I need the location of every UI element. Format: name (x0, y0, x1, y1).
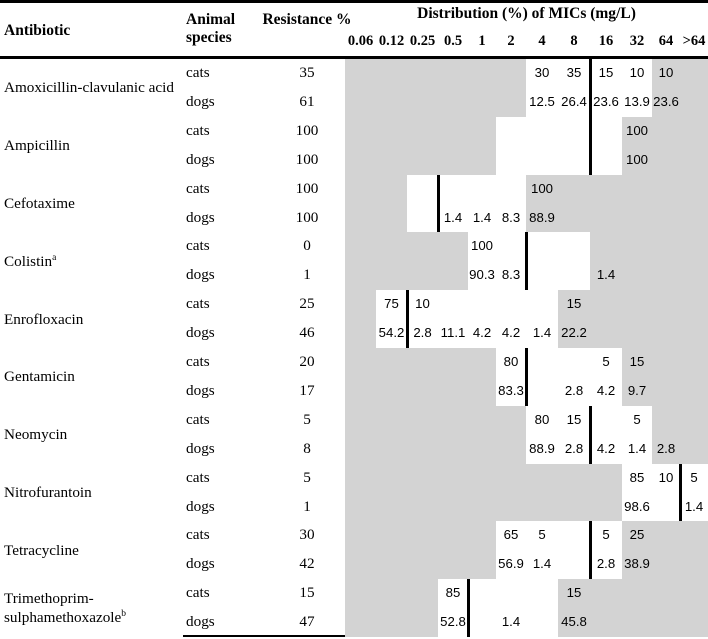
mic-value: 1.4 (443, 209, 463, 225)
species-cell: dogs (186, 208, 215, 226)
mic-value: 10 (658, 65, 674, 80)
mic-value: 54.2 (378, 325, 405, 341)
mic-value: 10 (629, 65, 645, 80)
mic-value: 45.8 (561, 614, 587, 630)
resistance-cell: 17 (299, 381, 315, 399)
mic-value: 4.2 (596, 440, 616, 456)
resistance-cell: 35 (299, 64, 315, 81)
mic-value: 100 (470, 238, 493, 254)
mic-value: 100 (625, 151, 648, 167)
mic-value: 5 (602, 527, 610, 543)
species-cell: cats (186, 295, 210, 313)
mic-value: 15 (566, 296, 582, 312)
mic-value: 25 (629, 527, 645, 543)
resistance-cell: 0 (303, 237, 311, 255)
resistance-cell: 100 (295, 150, 319, 168)
mic-value: 1.4 (684, 498, 704, 514)
resistance-cell: 1 (303, 497, 311, 515)
mic-value: 88.9 (529, 209, 555, 225)
column-header-distribution: Distribution (%) of MICs (mg/L) (417, 5, 636, 22)
resistance-cell: 30 (299, 526, 315, 544)
antibiotic-name: Colistin$^a$ (4, 252, 57, 270)
species-cell: dogs (186, 150, 215, 168)
mic-value: 2.8 (656, 440, 676, 456)
antibiotic-name: Gentamicin (4, 368, 75, 386)
resistance-cell: 100 (295, 208, 319, 226)
mic-column-header: 0.5 (443, 33, 463, 49)
mic-value: 15 (566, 585, 582, 601)
mic-value: 56.9 (498, 556, 524, 572)
species-cell: cats (186, 584, 210, 602)
resistance-cell: 20 (299, 353, 315, 370)
mic-value: 1.4 (596, 267, 616, 283)
mic-value: 30 (534, 65, 550, 80)
mic-value: 38.9 (624, 556, 650, 572)
column-header-antibiotic: Antibiotic (4, 22, 71, 39)
mic-value: 15 (566, 411, 582, 427)
mic-value: 4.2 (472, 325, 492, 341)
species-cell: cats (186, 468, 210, 486)
antibiotic-name: Cefotaxime (4, 194, 75, 212)
mic-value: 4.2 (596, 382, 616, 398)
mic-value: 23.6 (593, 93, 619, 109)
breakpoint-line (589, 117, 592, 175)
mic-value: 80 (534, 411, 550, 427)
mic-value: 11.1 (440, 325, 466, 341)
species-cell: dogs (186, 92, 215, 110)
mic-value: 13.9 (624, 93, 650, 109)
tested-range-region (496, 117, 622, 175)
resistance-cell: 25 (299, 295, 315, 313)
mic-value: 1.4 (532, 556, 552, 572)
footnote-marker: b (121, 609, 126, 620)
mic-value: 88.9 (529, 440, 555, 456)
mic-value: 1.4 (627, 440, 647, 456)
mic-value: 75 (384, 296, 399, 312)
species-cell: cats (186, 237, 210, 255)
resistance-cell: 1 (303, 266, 311, 284)
species-cell: cats (186, 526, 210, 544)
mic-column-header: 0.25 (409, 33, 436, 49)
mic-value: 1.4 (532, 325, 552, 341)
resistance-cell: 100 (295, 179, 319, 197)
antibiotic-name: Trimethoprim- sulphamethoxazole$^b$ (4, 590, 126, 627)
resistance-cell: 5 (303, 410, 311, 428)
antibiotic-name: Amoxicillin-clavulanic acid (4, 79, 174, 97)
mic-value: 80 (503, 354, 519, 369)
resistance-cell: 100 (295, 121, 319, 139)
table-top-border (0, 0, 708, 3)
mic-value: 10 (658, 469, 674, 485)
resistance-cell: 42 (299, 555, 315, 573)
mic-column-header: 0.12 (378, 33, 405, 49)
resistance-cell: 61 (299, 92, 315, 110)
mic-value: 52.8 (440, 614, 466, 630)
mic-value: 4.2 (501, 325, 521, 341)
mic-value: 5 (633, 411, 641, 427)
antibiotic-name: Ampicillin (4, 137, 70, 155)
species-cell: dogs (186, 439, 215, 457)
mic-column-header: 2 (507, 33, 515, 49)
mic-value: 90.3 (469, 267, 495, 283)
antibiotic-name: Nitrofurantoin (4, 483, 92, 501)
mic-value: 15 (598, 65, 614, 80)
species-cell: cats (186, 179, 210, 197)
column-header-animal-species: Animal species (186, 11, 236, 46)
species-cell: dogs (186, 381, 215, 399)
mic-value: 5 (602, 354, 610, 369)
mic-value: 83.3 (498, 382, 524, 398)
mic-value: 1.4 (501, 614, 521, 630)
mic-value: 2.8 (413, 325, 432, 341)
mic-value: 1.4 (472, 209, 492, 225)
mic-value: 100 (625, 122, 648, 138)
species-cell: cats (186, 121, 210, 139)
species-cell: dogs (186, 497, 215, 515)
species-cell: cats (186, 353, 210, 370)
mic-column-header: 1 (478, 33, 486, 49)
mic-column-header: 0.06 (347, 33, 374, 49)
mic-value: 22.2 (561, 325, 587, 341)
antibiotic-name: Tetracycline (4, 541, 79, 559)
column-header-resistance: Resistance % (262, 11, 352, 28)
species-cell: dogs (186, 266, 215, 284)
antibiotic-name: Enrofloxacin (4, 310, 84, 328)
species-cell: dogs (186, 324, 215, 342)
mic-value: 98.6 (624, 498, 650, 514)
mic-column-header: 8 (570, 33, 578, 49)
mic-value: 85 (629, 469, 645, 485)
mic-column-header: 16 (598, 33, 614, 49)
mic-column-header: >64 (682, 33, 706, 49)
mic-value: 2.8 (596, 556, 616, 572)
mic-value: 9.7 (627, 382, 647, 398)
antibiotic-name: Neomycin (4, 426, 68, 444)
mic-value: 5 (690, 469, 698, 485)
resistance-cell: 5 (303, 468, 311, 486)
mic-value: 26.4 (561, 93, 587, 109)
mic-value: 100 (530, 180, 553, 196)
resistance-cell: 46 (299, 324, 315, 342)
footnote-marker: a (52, 252, 57, 263)
mic-column-header: 4 (538, 33, 546, 49)
mic-value: 8.3 (501, 209, 521, 225)
mic-column-header: 32 (629, 33, 645, 49)
mic-value: 10 (415, 296, 430, 312)
mic-value: 5 (538, 527, 546, 543)
species-cell: cats (186, 64, 210, 81)
resistance-cell: 8 (303, 439, 311, 457)
mic-value: 65 (503, 527, 519, 543)
mic-value: 2.8 (564, 382, 584, 398)
mic-value: 2.8 (564, 440, 584, 456)
mic-value: 35 (566, 65, 582, 80)
mic-value: 8.3 (501, 267, 521, 283)
resistance-cell: 15 (299, 584, 315, 602)
species-cell: dogs (186, 555, 215, 573)
species-cell: dogs (186, 613, 215, 631)
species-cell: cats (186, 410, 210, 428)
resistance-cell: 47 (299, 613, 315, 631)
mic-value: 85 (445, 585, 461, 601)
mic-value: 23.6 (653, 93, 679, 109)
mic-column-header: 64 (658, 33, 674, 49)
mic-value: 12.5 (529, 93, 555, 109)
mic-value: 15 (629, 354, 645, 369)
